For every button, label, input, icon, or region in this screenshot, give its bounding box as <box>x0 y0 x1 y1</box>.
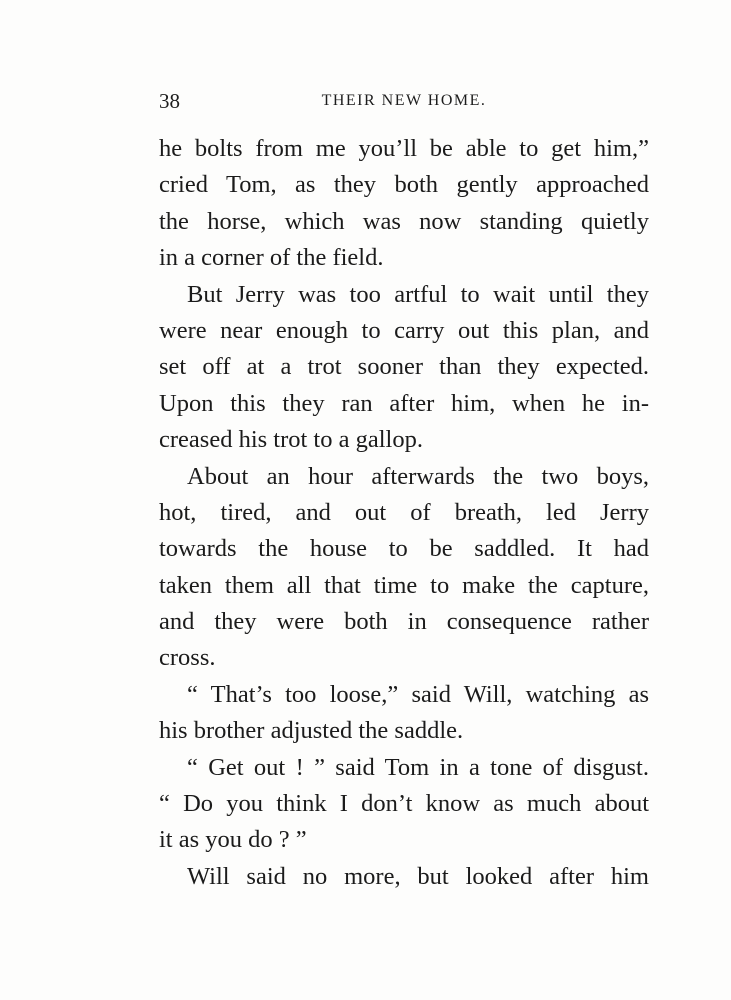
text-line: towards the house to be saddled. It had <box>159 535 649 563</box>
text-line: creased his trot to a gallop. <box>159 426 423 454</box>
text-line: “ Get out ! ” said Tom in a tone of disgust. <box>187 753 649 781</box>
text-line: hot, tired, and out of breath, led Jerry <box>159 498 649 526</box>
text-line: cried Tom, as they both gently approached <box>159 171 649 199</box>
running-head: THEIR NEW HOME. <box>321 92 487 109</box>
page-header <box>159 89 649 113</box>
text-line: it as you do ? ” <box>159 826 307 854</box>
text-line: and they were both in consequence rather <box>159 608 649 636</box>
text-line: Upon this they ran after him, when he in- <box>159 389 649 417</box>
text-line: set off at a trot sooner than they expected. <box>159 353 649 381</box>
text-line: “ That’s too loose,” said Will, watching as <box>187 680 649 708</box>
page-number: 38 <box>159 89 180 113</box>
text-line: But Jerry was too artful to wait until they <box>187 280 649 308</box>
text-line: About an hour afterwards the two boys, <box>187 462 649 490</box>
body-text <box>159 131 649 895</box>
text-line: were near enough to carry out this plan, and <box>159 316 649 344</box>
text-line: the horse, which was now standing quietly <box>159 207 649 235</box>
text-line: Will said no more, but looked after him <box>187 862 649 890</box>
text-line: taken them all that time to make the capture, <box>159 571 649 599</box>
text-line: his brother adjusted the saddle. <box>159 717 464 745</box>
text-line: cross. <box>159 644 216 672</box>
text-line: he bolts from me you’ll be able to get him,” <box>159 135 649 162</box>
text-line: “ Do you think I don’t know as much about <box>159 790 649 818</box>
text-line: in a corner of the field. <box>159 244 384 272</box>
